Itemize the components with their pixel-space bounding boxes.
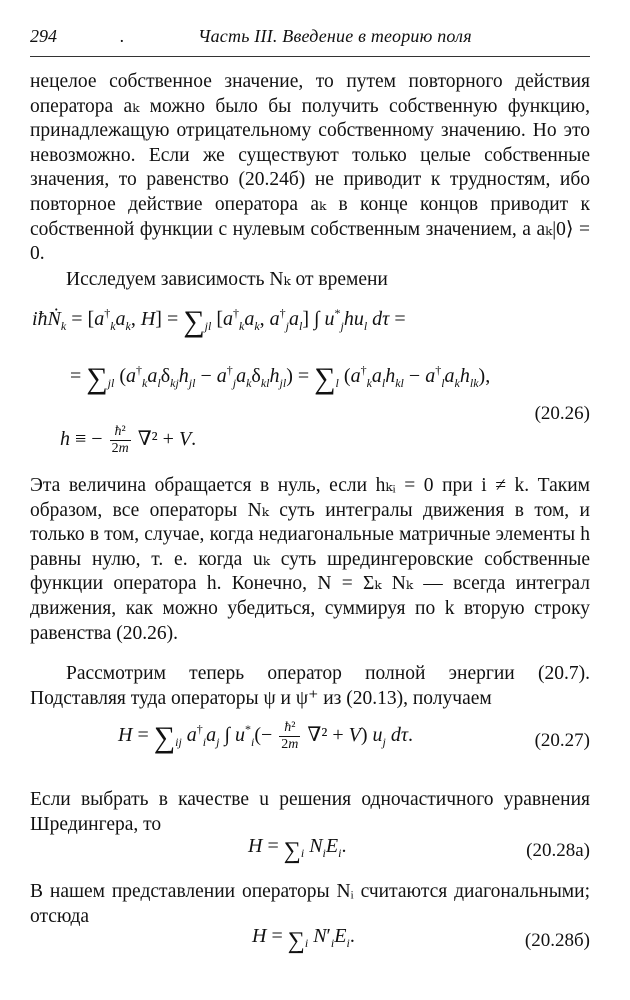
header-separator: . bbox=[120, 26, 125, 46]
equation-2028b: $H = \sum_i$ $N'_iE_i$. bbox=[252, 925, 355, 954]
paragraph-5: Если выбрать в качестве u решения одночастичного уравнения Шредингера, то bbox=[30, 789, 590, 835]
equation-2026-number: (20.26) bbox=[534, 403, 590, 424]
equation-2028a: $H = \sum_i$ $N_iE_i$. bbox=[248, 835, 347, 864]
page-number: 294 bbox=[30, 26, 57, 46]
running-header bbox=[30, 22, 590, 52]
paragraph-3: Эта величина обращается в нуль, если hₖᵢ = 0 при i ≠ k. Таким образом, все операторы Nₖ суть интегралы движения в том, и только в том, случае, когда недиагональные матричные элементы h равны нулю, т. е. когда uₖ суть шредингеровские собственные функции оператора h. Конечно, N = Σₖ Nₖ — всегда интеграл движения, как можно убедиться, суммируя по k вторую строку равенства (20.26). bbox=[30, 475, 590, 644]
header-rule bbox=[30, 56, 590, 57]
equation-2028b-number: (20.28б) bbox=[524, 930, 590, 951]
equation-2026-line2: = $\sum_{jl}$ $(a^\dagger_ka_l\delta_{kj}h_{jl} - a^\dagger_ja_k\delta_{kl}h_{jl}) = \sum_l$ $(a^\dagger_ka_lh_{kl} - a^\dagger_la_kh_{lk})$, bbox=[70, 362, 491, 395]
paragraph-6: В нашем представлении операторы Nᵢ считаются диагональными; отсюда bbox=[30, 881, 590, 927]
equation-2028a-number: (20.28а) bbox=[526, 840, 590, 861]
paragraph-2: Исследуем зависимость Nₖ от времени bbox=[66, 269, 388, 290]
paragraph-4: Рассмотрим теперь оператор полной энергии (20.7). Подставляя туда операторы ψ и ψ⁺ из (20.13), получаем bbox=[30, 663, 590, 709]
equation-2026-line1: iħṄ$_k$ = [$a^\dagger_ka_k$, $H] = \sum_{jl}$ [$a^\dagger_ka_k$, $a^\dagger_ja_l$] ∫ $u^*_jhu_l$ dτ = bbox=[32, 305, 406, 338]
equation-2026-line3: h ≡ − $\frac{\text{ħ²}}{2m}$ ∇² + V. bbox=[60, 424, 197, 456]
paragraph-1: нецелое собственное значение, то путем повторного действия оператора aₖ можно было бы получить собственную функцию, принадлежащую отрицательному собственному значению. Но это невозможно. Если же существуют только целые собственные значения, то равенство (20.24б) не приводит к трудностям, ибо повторное действие оператора aₖ в конце концов приводит к собственной функции с нулевым собственным значением, а aₖ|0⟩ = 0. bbox=[30, 71, 590, 265]
equation-2027: $H = \sum_{ij}$ $a^\dagger_ia_j$ ∫ $u^*_i(-$ $\frac{\text{ħ²}}{2m}$ ∇² + V) $u_j$ dτ. bbox=[118, 720, 414, 755]
header-title: Часть III. Введение в теорию поля bbox=[198, 26, 472, 46]
equation-2027-number: (20.27) bbox=[534, 730, 590, 751]
